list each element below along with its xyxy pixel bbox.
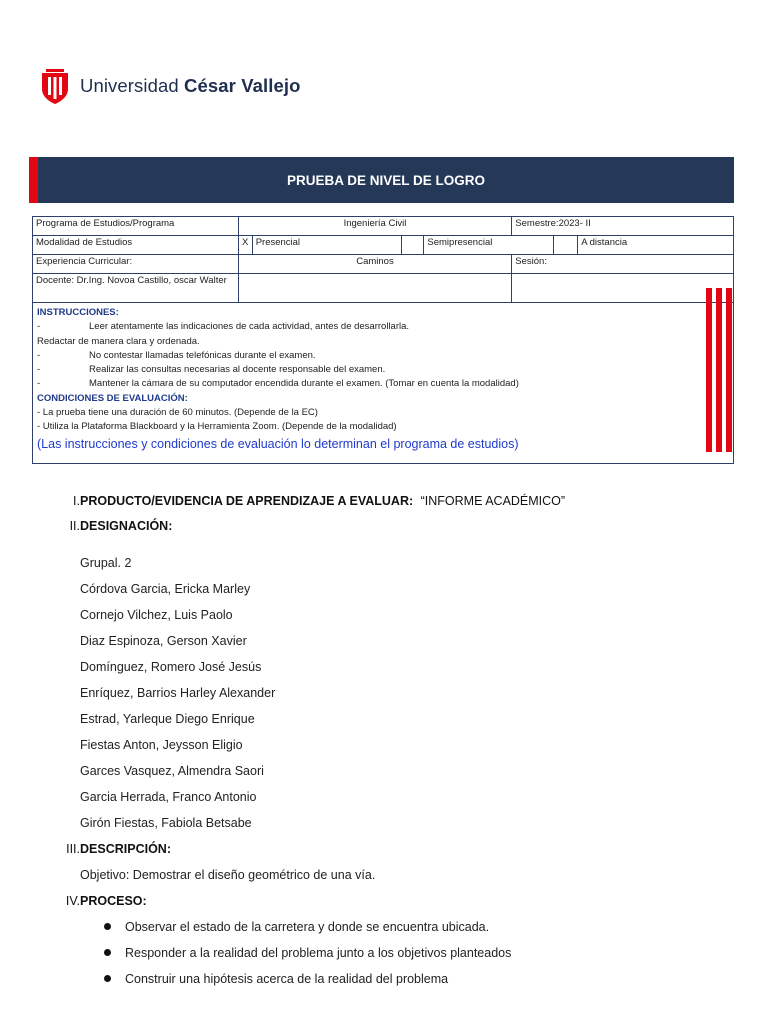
section-process xyxy=(58,894,147,908)
decorative-red-bar xyxy=(706,288,712,452)
section-title: PROCESO: xyxy=(80,894,147,908)
modalidad-blank-cell xyxy=(554,236,578,255)
modalidad-presencial: Presencial xyxy=(252,236,402,255)
decorative-red-bar xyxy=(716,288,722,452)
instruction-item: - Mantener la cámara de su computador encendida durante el examen. (Tomar en cuenta la modalidad) xyxy=(37,377,729,391)
table-row xyxy=(33,255,734,274)
docente-blank-cell xyxy=(238,274,512,303)
section-description xyxy=(58,842,171,856)
course-info-table xyxy=(32,216,734,303)
instruction-item: - Realizar las consultas necesarias al docente responsable del examen. xyxy=(37,363,729,377)
table-row xyxy=(33,217,734,236)
instruction-item: Redactar de manera clara y ordenada. xyxy=(37,335,200,347)
experiencia-label: Experiencia Curricular: xyxy=(33,255,239,274)
section-number: II. xyxy=(69,519,80,533)
docente-blank-cell xyxy=(512,274,734,303)
list-item: Garces Vasquez, Almendra Saori xyxy=(80,764,264,778)
section-designation xyxy=(58,519,172,533)
table-row xyxy=(33,274,734,303)
objective-text: Objetivo: Demostrar el diseño geométrico de una vía. xyxy=(80,868,376,882)
list-item: Diaz Espinoza, Gerson Xavier xyxy=(80,634,247,648)
condition-item: - La prueba tiene una duración de 60 minutos. (Depende de la EC) xyxy=(37,407,318,419)
exam-title-banner xyxy=(38,157,734,203)
list-item: Estrad, Yarleque Diego Enrique xyxy=(80,712,255,726)
list-item: Fiestas Anton, Jeysson Eligio xyxy=(80,738,243,752)
table-row xyxy=(33,236,734,255)
instruction-item: - No contestar llamadas telefónicas durante el examen. xyxy=(37,349,729,363)
section-title: DESCRIPCIÓN: xyxy=(80,842,171,856)
modalidad-mark: X xyxy=(238,236,252,255)
header-accent-bar xyxy=(29,157,38,203)
instructions-title: INSTRUCCIONES: xyxy=(37,307,119,318)
section-title: PRODUCTO/EVIDENCIA DE APRENDIZAJE A EVALUAR: xyxy=(80,494,414,508)
decorative-red-bar xyxy=(726,288,732,452)
condition-item: - Utiliza la Plataforma Blackboard y la Herramienta Zoom. (Depende de la modalidad) xyxy=(37,421,397,433)
list-item: Construir una hipótesis acerca de la realidad del problema xyxy=(104,972,448,986)
modalidad-semipresencial: Semipresencial xyxy=(424,236,554,255)
semestre-cell: Semestre:2023- II xyxy=(512,217,734,236)
list-item: Enríquez, Barrios Harley Alexander xyxy=(80,686,276,700)
group-label: Grupal. 2 xyxy=(80,556,132,570)
modalidad-label: Modalidad de Estudios xyxy=(33,236,239,255)
modalidad-distancia: A distancia xyxy=(578,236,734,255)
bullet-icon xyxy=(104,949,111,956)
list-item: Cornejo Vilchez, Luis Paolo xyxy=(80,608,233,622)
programa-value: Ingeniería Civil xyxy=(238,217,512,236)
bullet-icon xyxy=(104,923,111,930)
docente-cell: Docente: Dr.Ing. Novoa Castillo, oscar Walter xyxy=(33,274,239,303)
exam-title: PRUEBA DE NIVEL DE LOGRO xyxy=(286,172,486,188)
sesion-cell: Sesión: xyxy=(512,255,734,274)
instructions-note: (Las instrucciones y condiciones de evaluación lo determinan el programa de estudios) xyxy=(37,436,519,451)
section-number: IV. xyxy=(65,894,80,908)
experiencia-value: Caminos xyxy=(238,255,512,274)
bullet-icon xyxy=(104,975,111,982)
university-name: Universidad César Vallejo xyxy=(80,75,301,96)
section-title: DESIGNACIÓN: xyxy=(80,519,173,533)
section-number: I. xyxy=(73,494,80,508)
list-item: Córdova Garcia, Ericka Marley xyxy=(80,582,251,596)
list-item: Observar el estado de la carretera y donde se encuentra ubicada. xyxy=(104,920,489,934)
programa-label: Programa de Estudios/Programa xyxy=(33,217,239,236)
list-item: Girón Fiestas, Fabiola Betsabe xyxy=(80,816,252,830)
list-item: Responder a la realidad del problema junto a los objetivos planteados xyxy=(104,946,511,960)
instruction-item: - Leer atentamente las indicaciones de cada actividad, antes de desarrollarla. xyxy=(37,320,729,334)
product-value: “INFORME ACADÉMICO” xyxy=(420,494,566,508)
modalidad-blank-cell xyxy=(402,236,424,255)
section-product xyxy=(58,494,565,508)
section-number: III. xyxy=(66,842,80,856)
university-shield-icon xyxy=(40,67,70,105)
instructions-box xyxy=(32,302,734,464)
university-logo xyxy=(40,66,301,106)
conditions-title: CONDICIONES DE EVALUACIÓN: xyxy=(37,392,188,404)
list-item: Garcia Herrada, Franco Antonio xyxy=(80,790,257,804)
list-item: Domínguez, Romero José Jesús xyxy=(80,660,262,674)
